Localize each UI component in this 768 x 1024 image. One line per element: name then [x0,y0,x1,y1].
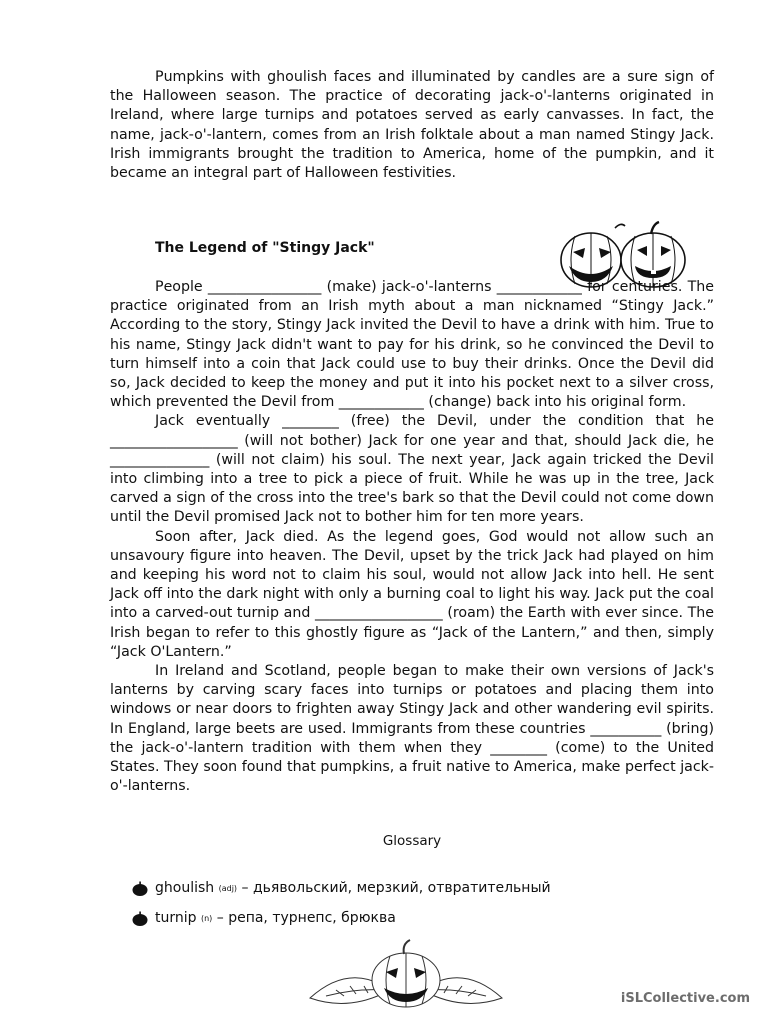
story-first-letter: J [155,413,160,430]
story-text: n Ireland and Scotland, people began to make their own versions of Jack's lanterns by carving scary faces into turnips or potatoes and placing them into windows or near doors to frighten away Stingy Jack and other wandering evil spirits. In England, large beets are used. Immigrants from these countries __________ (bring) the jack-o'-lantern tradition with them when they ________ (come) to the United States. They soon found that pumpkins, a fruit native to America, make perfect jack-o'-lanterns. [110,663,714,795]
glossary-item [132,910,396,926]
story-paragraph [110,662,714,796]
story-first-letter: I [155,663,160,680]
glossary-translation: – дьявольский, мерзкий, отвратительный [241,880,551,896]
story-text: eople ________________ (make) jack-o'-lanterns ____________ for centuries. The practice originated from an Irish myth about a man nicknamed “Stingy Jack.” According to the story, Stingy Jack invited the Devil to have a drink with him. True to his name, Stingy Jack didn't want to pay for his drink, so he convinced the Devil to turn himself into a coin that Jack could use to buy their drinks. Once the Devil did so, Jack decided to keep the money and put it into his pocket next to a silver cross, which prevented the Devil from ____________ (change) back into his original form. [110,279,714,411]
glossary-translation: – репа, турнепс, брюква [216,910,396,926]
story-paragraph [110,412,714,527]
story-paragraph [110,528,714,662]
story-text: oon after, Jack died. As the legend goes, God would not allow such an unsavoury figure into heaven. The Devil, upset by the trick Jack had played on him and keeping his word not to claim his soul, would not allow Jack into hell. He sent Jack off into the dark night with only a burning coal to light his way. Jack put the coal into a carved-out turnip and __________________ (roam) the Earth with ever since. The Irish began to refer to this ghostly figure as “Jack of the Lantern,” and then, simply “Jack O'Lantern.” [110,528,714,660]
story-first-letter: P [155,279,164,295]
glossary-heading: Glossary [382,833,442,849]
intro-first-letter: P [155,69,164,85]
glossary-item [132,880,551,896]
glossary-pos: (n) [200,913,213,923]
pumpkin-bullet-icon [132,880,148,896]
glossary-pos: (adj) [218,883,238,893]
story-paragraph [110,278,714,412]
glossary-word: ghoulish [155,880,215,896]
legend-heading: The Legend of "Stingy Jack" [155,240,375,256]
watermark: iSLCollective.com [620,991,750,1006]
carved-pumpkin-leaves-image [306,938,506,1010]
intro-text: umpkins with ghoulish faces and illuminated by candles are a sure sign of the Halloween season. The practice of decorating jack-o'-lanterns originated in Ireland, where large turnips and potatoes served as early canvasses. In fact, the name, jack-o'-lantern, comes from an Irish folktale about a man named Stingy Jack. Irish immigrants brought the tradition to America, home of the pumpkin, and it became an integral part of Halloween festivities. [110,69,714,182]
intro-paragraph [110,68,714,183]
glossary-word: turnip [155,910,197,926]
story-first-letter: S [155,528,165,545]
pumpkin-bullet-icon [132,910,148,926]
story-section [110,278,714,796]
story-text: ack eventually ________ (free) the Devil, under the condition that he __________________ (will not bother) Jack for one year and that, should Jack die, he ______________ (will not claim) his soul. The next year, Jack again tricked the Devil into climbing into a tree to pick a piece of fruit. While he was up in the tree, Jack carved a sign of the cross into the tree's bark so that the Devil could not come down until the Devil promised Jack not to bother him for ten more years. [110,413,714,526]
